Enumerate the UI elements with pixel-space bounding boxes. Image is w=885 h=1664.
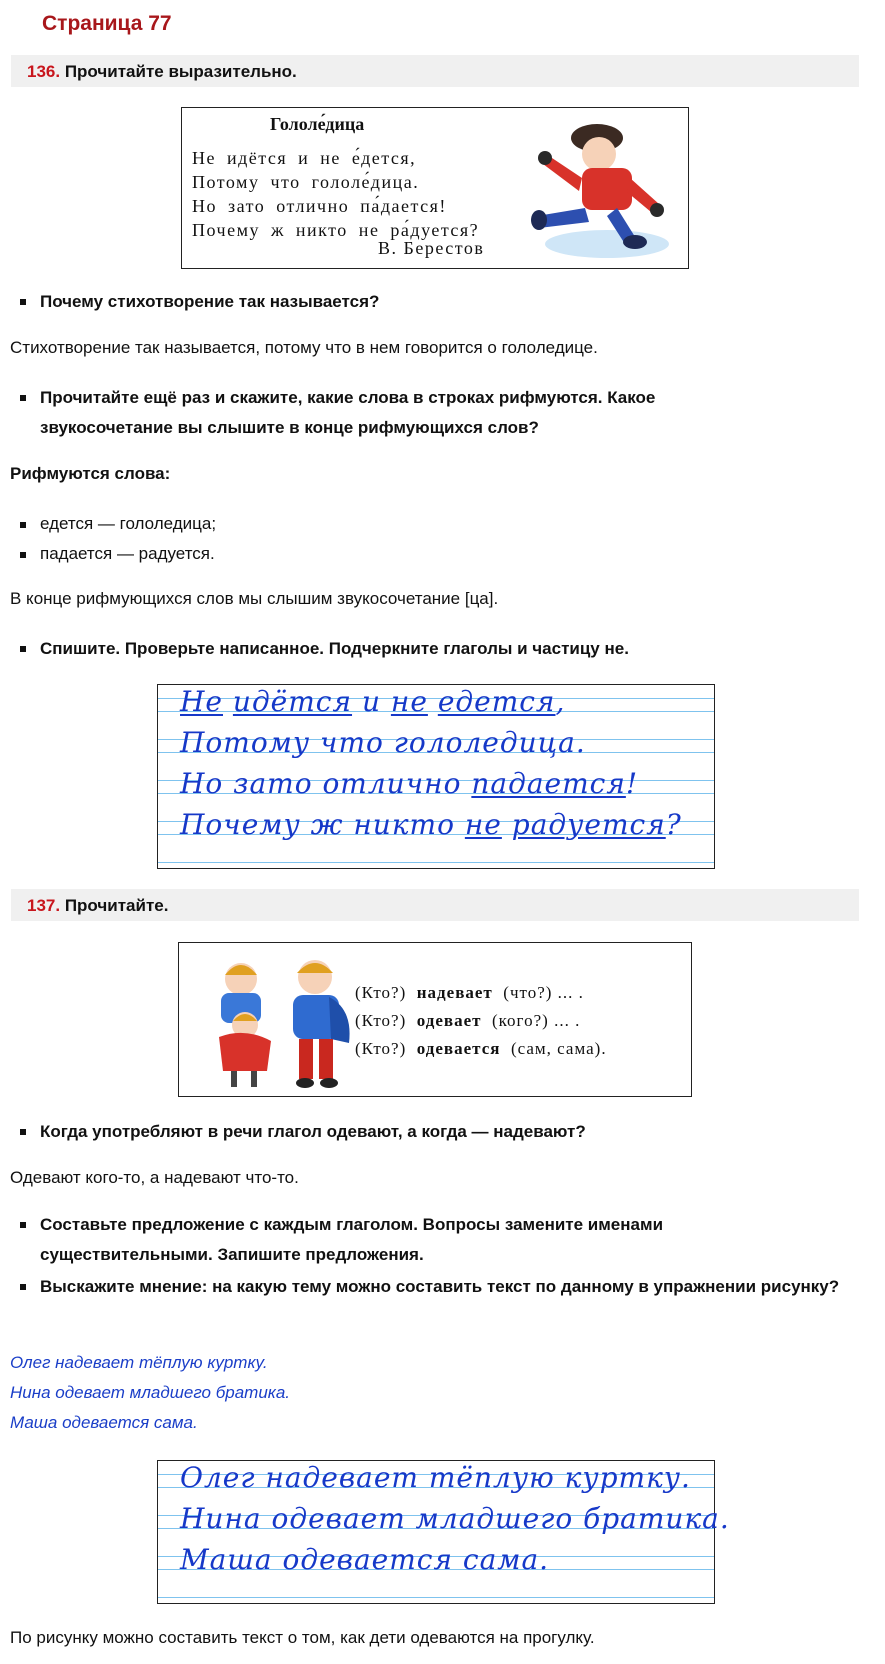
handwritten-line: Не идётся и не едется, [180,685,566,718]
poem-title: Гололе́дица [270,114,365,134]
verb-pattern: (Кто?) одевается (сам, сама). [355,1039,607,1058]
children-illustration [181,949,353,1091]
handwritten-line: Почему ж никто не радуется? [180,808,682,841]
task-number: 137. [27,896,61,915]
question: Почему стихотворение так называется? [20,287,860,317]
conclusion-text: По рисунку можно составить текст о том, как дети одеваются на прогулку. [10,1628,595,1647]
poem-box [181,107,689,269]
question: Спишите. Проверьте написанное. Подчеркните глаголы и частицу не. [20,634,860,664]
page-title: Страница 77 [42,12,172,35]
sliding-boy-illustration [527,116,677,261]
answer-text: Стихотворение так называется, потому что в нем говорится о гололедице. [10,338,598,357]
poem-line: Почему ж никто не ра́дуется? [192,220,480,240]
question: Когда употребляют в речи глагол одевают, а когда — надевают? [20,1117,860,1147]
question: Выскажите мнение: на какую тему можно составить текст по данному в упражнении рисунку? [20,1272,860,1302]
handwritten-line: Но зато отлично падается! [180,767,639,800]
handwritten-line: Нина одевает младшего братика. [180,1502,730,1535]
answer-sentence: Нина одевает младшего братика. [10,1383,290,1402]
question: Составьте предложение с каждым глаголом. Вопросы замените именами существительными. Запишите предложения. [20,1210,780,1270]
poem-line: Не идётся и не е́дется, [192,148,417,168]
answer-sentence: Олег надевает тёплую куртку. [10,1353,268,1372]
handwritten-line: Потому что гололедица. [180,726,586,759]
task-number: 136. [27,62,61,81]
answer-text: В конце рифмующихся слов мы слышим звукосочетание [ца]. [10,589,499,608]
task-137-header [11,889,859,921]
notebook-copy-poem [157,684,715,869]
task-136-header [11,55,859,87]
answer-sentence: Маша одевается сама. [10,1413,198,1432]
task-instruction: Прочитайте. [64,896,169,915]
list-item: падается — радуется. [20,544,215,564]
verb-pattern: (Кто?) одевает (кого?) ... . [355,1011,581,1030]
task-instruction: Прочитайте выразительно. [64,62,297,81]
poem-line: Но зато отлично па́дается! [192,196,447,216]
poem-line: Потому что гололе́дица. [192,172,420,192]
list-item: едется — гололедица; [20,514,216,534]
verbs-box [178,942,692,1097]
rhyme-heading: Рифмуются слова: [10,464,171,483]
poem-author: В. Берестов [378,238,485,258]
verb-pattern: (Кто?) надевает (что?) ... . [355,983,584,1002]
question: Прочитайте ещё раз и скажите, какие слова в строках рифмуются. Какое звукосочетание вы слышите в конце рифмующихся слов? [20,383,760,443]
notebook-sentences [157,1460,730,1604]
handwritten-line: Маша одевается сама. [180,1543,550,1576]
answer-text: Одевают кого-то, а надевают что-то. [10,1168,299,1187]
handwritten-line: Олег надевает тёплую куртку. [180,1461,691,1494]
